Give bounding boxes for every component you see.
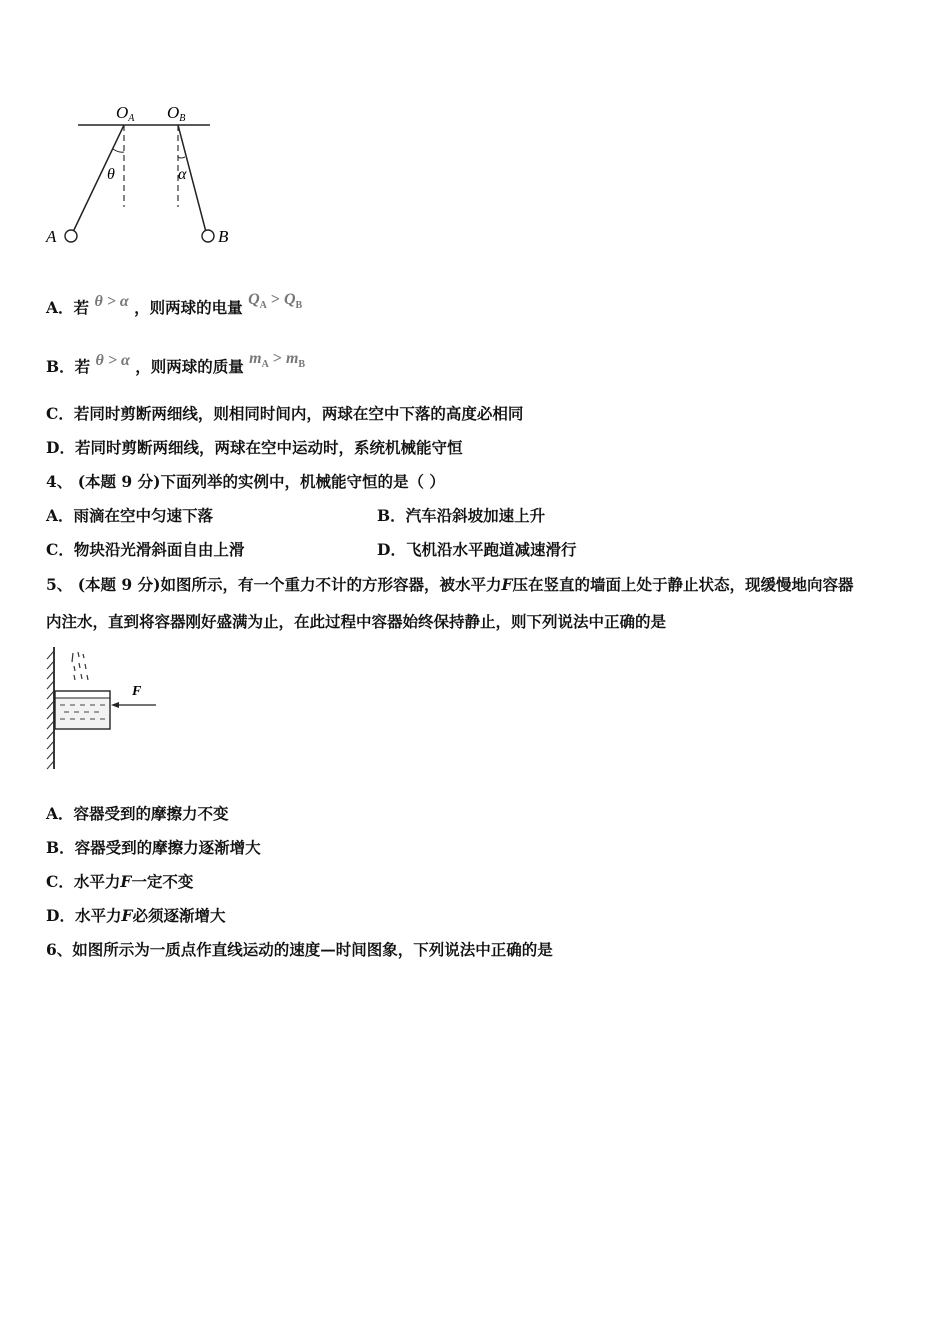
ball-a bbox=[65, 230, 77, 242]
q3-option-d: D．若同时剪断两细线，两球在空中运动时，系统机械能守恒 bbox=[46, 438, 463, 457]
q5-option-c: C．水平力F一定不变 bbox=[46, 872, 194, 891]
q5-option-b: B．容器受到的摩擦力逐渐增大 bbox=[46, 838, 261, 857]
q6-stem: 6、如图所示为一质点作直线运动的速度—时间图象，下列说法中正确的是 bbox=[46, 940, 553, 959]
math-theta-gt-alpha: θ > α bbox=[94, 293, 129, 310]
figure-suspended-balls bbox=[40, 95, 250, 255]
ball-b bbox=[202, 230, 214, 242]
label-ob: OB bbox=[167, 103, 186, 124]
q5-stem-line2: 内注水，直到将容器刚好盛满为止，在此过程中容器始终保持静止，则下列说法中正确的是 bbox=[46, 612, 667, 631]
q4-option-b: B．汽车沿斜坡加速上升 bbox=[377, 506, 546, 525]
q4-options-row2 bbox=[46, 540, 906, 560]
q4-options-row1 bbox=[46, 506, 906, 526]
label-oa: OA bbox=[116, 103, 135, 124]
q5-option-d: D．水平力F必须逐渐增大 bbox=[46, 906, 226, 925]
q5-stem-line1: 5、 (本题 9 分)如图所示，有一个重力不计的方形容器，被水平力F压在竖直的墙面上处于静止状态，现缓慢地向容器 bbox=[46, 575, 854, 594]
q4-option-c: C．物块沿光滑斜面自由上滑 bbox=[46, 540, 245, 559]
q4-option-d: D．飞机沿水平跑道减速滑行 bbox=[377, 540, 577, 559]
label-a: A bbox=[46, 227, 57, 246]
math-theta-gt-alpha: θ > α bbox=[95, 352, 130, 369]
math-ma-gt-mb: $m_A > m_B$ bbox=[249, 350, 306, 371]
label-alpha: α bbox=[178, 166, 187, 183]
q5-option-a: A．容器受到的摩擦力不变 bbox=[46, 804, 229, 823]
q3-option-b: B．若 θ > α ，则两球的质量 $m_A > m_B$ bbox=[46, 350, 306, 376]
label-theta: θ bbox=[107, 166, 115, 183]
math-qa-gt-qb: $Q_A > Q_B$ bbox=[248, 291, 303, 312]
q3-option-a: A．若 θ > α ，则两球的电量 $Q_A > Q_B$ bbox=[46, 291, 303, 317]
figure-container-wall bbox=[40, 645, 165, 773]
q3-option-c: C．若同时剪断两细线，则相同时间内，两球在空中下落的高度必相同 bbox=[46, 404, 524, 423]
label-force-f: F bbox=[132, 684, 142, 699]
q4-stem: 4、 (本题 9 分)下面列举的实例中，机械能守恒的是（ ） bbox=[46, 472, 445, 491]
label-b: B bbox=[218, 227, 229, 246]
q4-option-a: A．雨滴在空中匀速下落 bbox=[46, 506, 214, 525]
